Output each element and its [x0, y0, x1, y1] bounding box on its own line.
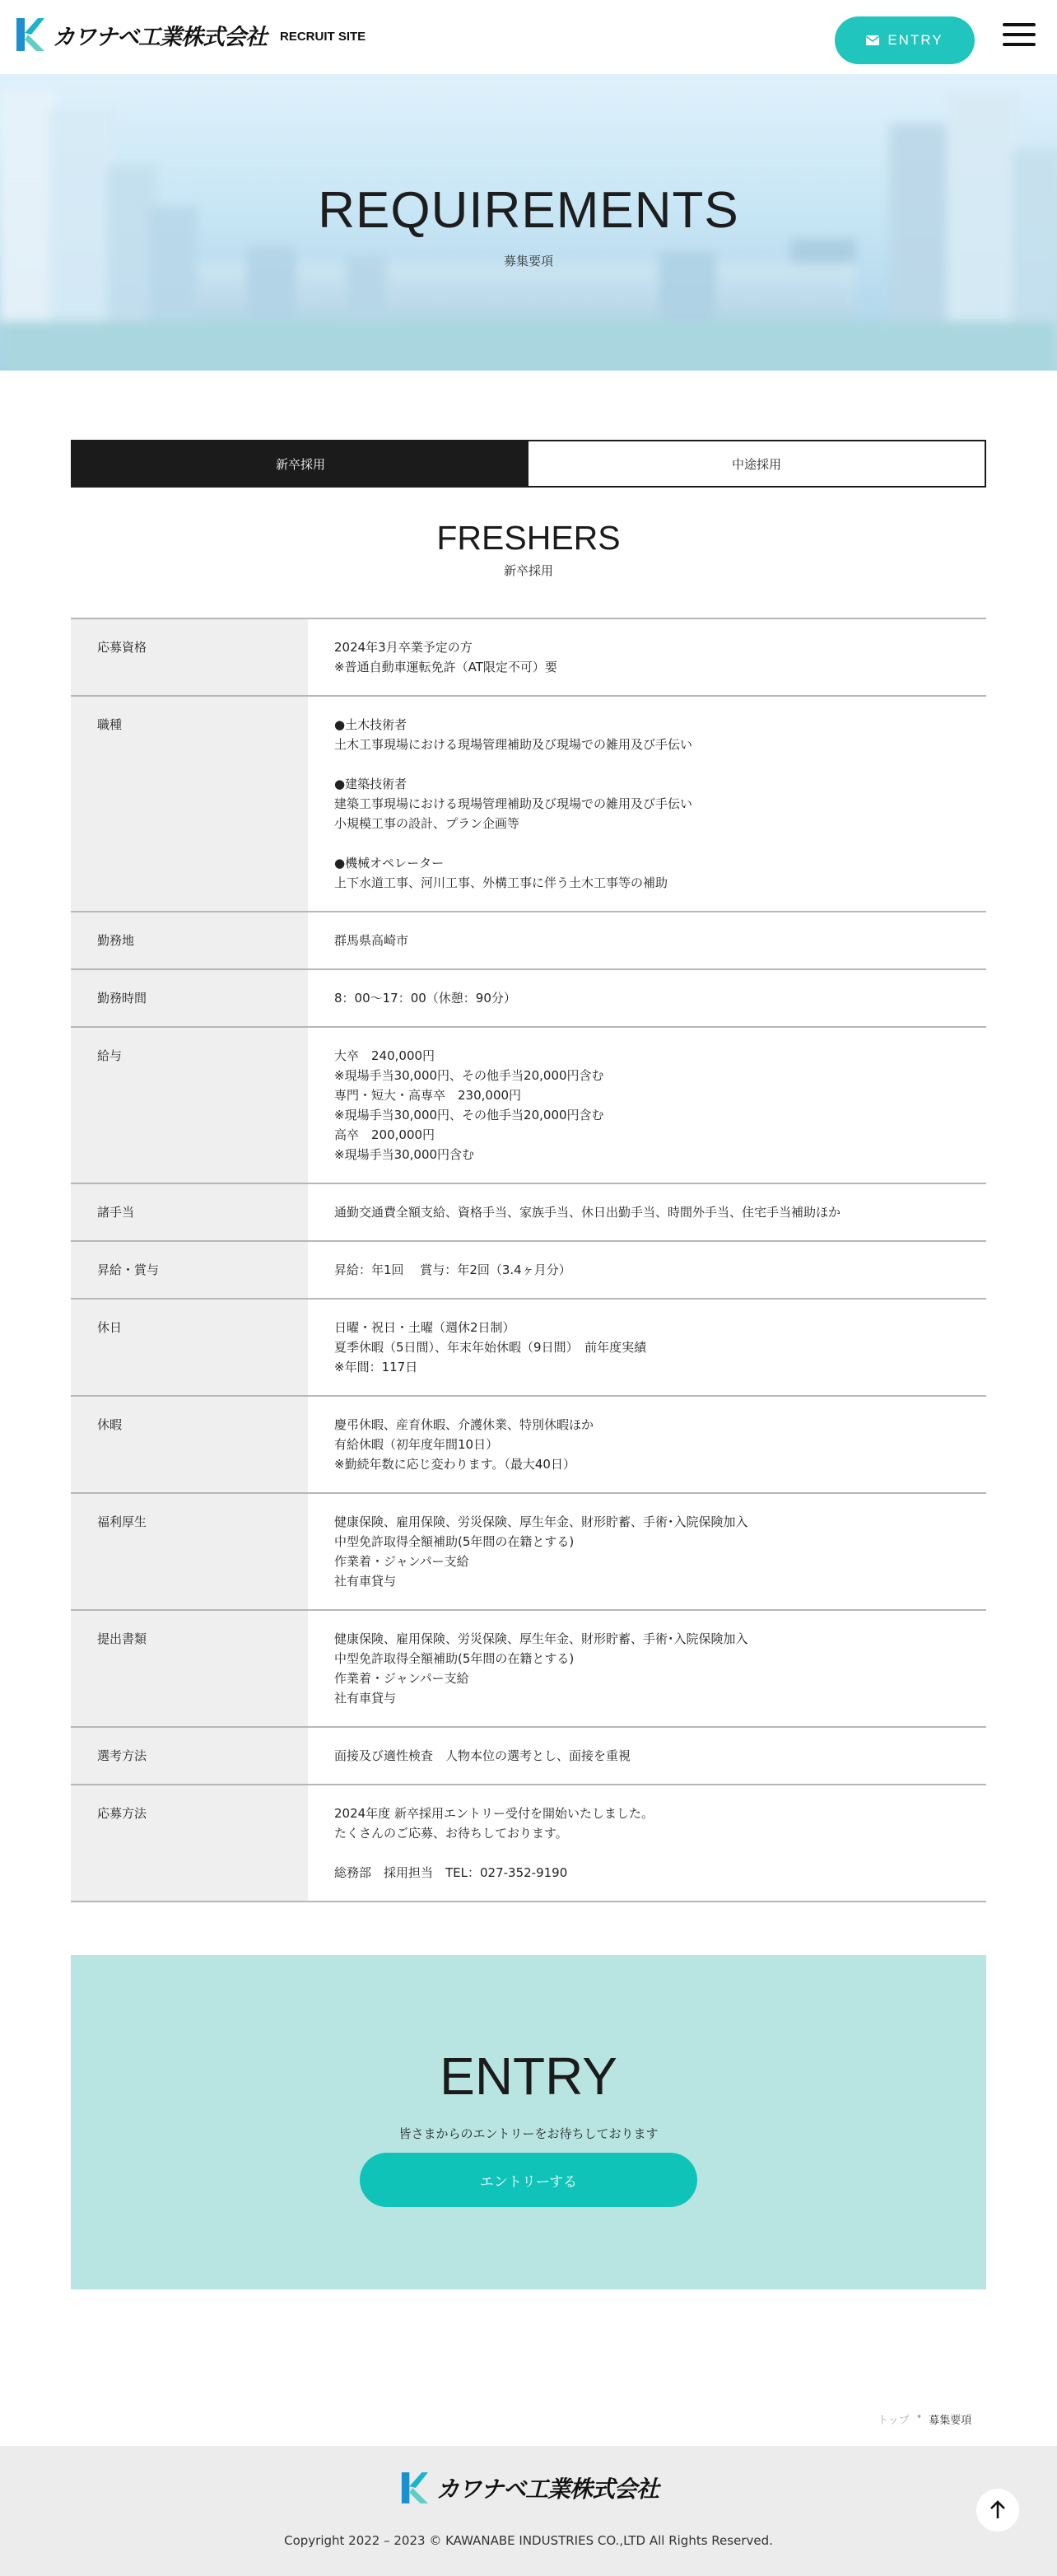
- tab-mid-career[interactable]: 中途採用: [731, 456, 781, 472]
- requirement-label: 選考方法: [71, 1727, 308, 1785]
- requirement-row: [71, 1299, 986, 1396]
- requirement-line: 作業着・ジャンパー支給: [334, 1671, 469, 1686]
- requirement-label: 応募方法: [71, 1785, 308, 1902]
- requirement-value: [308, 969, 986, 1027]
- requirement-value: [308, 1493, 986, 1610]
- requirement-line: 中型免許取得全額補助(5年間の在籍とする): [334, 1651, 575, 1666]
- requirement-value: [308, 1396, 986, 1493]
- hero-title: REQUIREMENTS: [318, 182, 739, 239]
- breadcrumb: [878, 2411, 971, 2427]
- breadcrumb-current: 募集要項: [929, 2415, 972, 2427]
- requirement-row: [71, 1493, 986, 1610]
- requirement-line: ※現場手当30,000円、その他手当20,000円含む: [334, 1068, 604, 1083]
- entry-section: [71, 1955, 986, 2289]
- recruit-site-label: RECRUIT SITE: [280, 29, 366, 44]
- mail-icon: [866, 35, 879, 45]
- footer-logo[interactable]: [400, 2471, 659, 2505]
- requirement-line: 2024年度 新卒採用エントリー受付を開始いたしました。: [334, 1806, 654, 1821]
- requirement-label: 休日: [71, 1299, 308, 1396]
- logo-mark-icon: [400, 2471, 428, 2505]
- requirement-line: 高卒 200,000円: [334, 1127, 435, 1142]
- entry-text: 皆さまからのエントリーをお待ちしております: [398, 2126, 659, 2141]
- site-footer: [0, 2446, 1057, 2576]
- requirement-value: [308, 1610, 986, 1727]
- tab-freshers[interactable]: 新卒採用: [72, 441, 528, 486]
- requirement-value: [308, 1027, 986, 1183]
- requirement-line: 通勤交通費全額支給、資格手当、家族手当、休日出勤手当、時間外手当、住宅手当補助ほか: [334, 1205, 841, 1220]
- requirement-line: 作業着・ジャンパー支給: [334, 1554, 469, 1569]
- requirement-line: ●土木技術者: [334, 717, 407, 732]
- requirement-label: 勤務地: [71, 912, 308, 969]
- requirement-line: 夏季休暇（5日間）、年末年始休暇（9日間） 前年度実績: [334, 1340, 647, 1355]
- requirement-value: [308, 1299, 986, 1396]
- requirement-line: 健康保険、雇用保険、労災保険、厚生年金、財形貯蓄、手術･入院保険加入: [334, 1631, 748, 1646]
- requirement-line: ※年間：117日: [334, 1360, 418, 1374]
- hero-subtitle: 募集要項: [503, 254, 553, 268]
- site-logo[interactable]: [15, 16, 366, 53]
- entry-title: ENTRY: [440, 2046, 617, 2106]
- requirement-line: 日曜・祝日・土曜（週休2日制）: [334, 1320, 515, 1335]
- requirement-line: 面接及び適性検査 人物本位の選考とし、面接を重視: [334, 1748, 631, 1763]
- requirement-line: たくさんのご応募、お待ちしております。: [334, 1826, 568, 1841]
- requirement-row: [71, 696, 986, 912]
- requirement-label: 休暇: [71, 1396, 308, 1493]
- requirement-label: 給与: [71, 1027, 308, 1183]
- requirement-row: [71, 1785, 986, 1902]
- requirement-label: 応募資格: [71, 618, 308, 696]
- requirement-line: 中型免許取得全額補助(5年間の在籍とする): [334, 1534, 575, 1549]
- requirement-label: 福利厚生: [71, 1493, 308, 1610]
- requirement-row: [71, 1396, 986, 1493]
- section-title: FRESHERS: [436, 519, 621, 557]
- requirement-line: 専門・短大・高専卒 230,000円: [334, 1088, 522, 1103]
- requirement-line: [334, 1843, 960, 1863]
- requirement-line: 小規模工事の設計、プラン企画等: [334, 816, 520, 831]
- breadcrumb-separator: •: [915, 2411, 923, 2424]
- requirement-value: [308, 912, 986, 969]
- entry-button[interactable]: エントリーする: [360, 2153, 697, 2207]
- copyright: Copyright 2022 – 2023 © KAWANABE INDUSTRIES CO.,LTD All Rights Reserved.: [284, 2533, 773, 2548]
- back-to-top-button[interactable]: [976, 2489, 1019, 2532]
- requirement-line: ●建築技術者: [334, 777, 407, 791]
- requirement-line: 8：00〜17：00（休憩：90分）: [334, 991, 516, 1006]
- requirement-line: ※現場手当30,000円含む: [334, 1147, 475, 1162]
- requirement-value: [308, 1727, 986, 1785]
- hero-banner: [0, 74, 1057, 371]
- logo-text: カワナベ工業株式会社: [53, 24, 267, 50]
- requirement-row: [71, 618, 986, 696]
- requirement-line: ※普通自動車運転免許（AT限定不可）要: [334, 660, 557, 674]
- requirement-line: [334, 754, 960, 774]
- requirement-line: 建築工事現場における現場管理補助及び現場での雑用及び手伝い: [334, 796, 693, 811]
- requirement-line: 慶弔休暇、産育休暇、介護休業、特別休暇ほか: [334, 1417, 594, 1432]
- requirement-line: ※現場手当30,000円、その他手当20,000円含む: [334, 1108, 604, 1122]
- requirement-row: [71, 1727, 986, 1785]
- requirement-row: [71, 1183, 986, 1241]
- requirement-line: [334, 833, 960, 853]
- requirement-line: 2024年3月卒業予定の方: [334, 640, 473, 655]
- requirement-line: 社有車貸与: [334, 1691, 397, 1706]
- requirement-row: [71, 1027, 986, 1183]
- requirement-label: 勤務時間: [71, 969, 308, 1027]
- requirement-line: ※勤続年数に応じ変わります。（最大40日）: [334, 1457, 575, 1472]
- requirement-line: 健康保険、雇用保険、労災保険、厚生年金、財形貯蓄、手術･入院保険加入: [334, 1514, 748, 1529]
- requirement-line: 土木工事現場における現場管理補助及び現場での雑用及び手伝い: [334, 737, 693, 752]
- requirement-row: [71, 912, 986, 969]
- logo-mark-icon: [15, 16, 44, 53]
- requirement-value: [308, 618, 986, 696]
- header-entry-label: ENTRY: [887, 32, 943, 48]
- requirement-line: 社有車貸与: [334, 1574, 397, 1589]
- arrow-up-icon: [989, 2500, 1006, 2520]
- requirement-line: 上下水道工事、河川工事、外構工事に伴う土木工事等の補助: [334, 875, 668, 890]
- requirement-line: ●機械オペレーター: [334, 856, 445, 870]
- site-header: [0, 0, 1057, 74]
- menu-icon[interactable]: [1003, 23, 1036, 49]
- requirement-row: [71, 1241, 986, 1299]
- requirement-label: 職種: [71, 696, 308, 912]
- requirement-line: 昇給：年1回 賞与：年2回（3.4ヶ月分）: [334, 1262, 571, 1277]
- footer-logo-text: カワナベ工業株式会社: [436, 2476, 659, 2503]
- section-subtitle: 新卒採用: [503, 563, 553, 578]
- requirement-value: [308, 1241, 986, 1299]
- requirement-value: [308, 1183, 986, 1241]
- requirement-line: 群馬県高崎市: [334, 933, 409, 948]
- requirements-table: [71, 618, 986, 1902]
- requirement-label: 諸手当: [71, 1183, 308, 1241]
- requirement-value: [308, 696, 986, 912]
- requirement-row: [71, 1610, 986, 1727]
- recruit-type-tabs: [71, 440, 986, 488]
- requirement-line: 大卒 240,000円: [334, 1048, 435, 1063]
- requirement-value: [308, 1785, 986, 1902]
- requirement-line: 有給休暇（初年度年間10日）: [334, 1437, 499, 1452]
- header-entry-button[interactable]: [835, 16, 975, 64]
- requirement-label: 昇給・賞与: [71, 1241, 308, 1299]
- requirement-line: 総務部 採用担当 TEL：027-352-9190: [334, 1865, 568, 1880]
- requirement-label: 提出書類: [71, 1610, 308, 1727]
- breadcrumb-home-link[interactable]: トップ: [878, 2415, 910, 2427]
- requirement-row: [71, 969, 986, 1027]
